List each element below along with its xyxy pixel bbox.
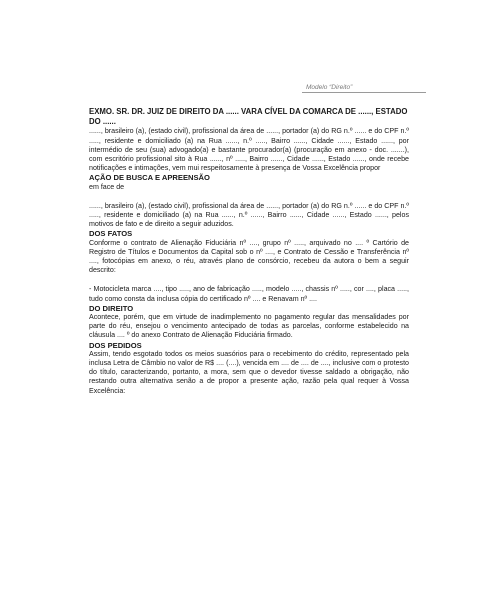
plaintiff-qualification: ......, brasileiro (a), (estado civil), profissional da área de ......, portador (a) do RG n.º ...... e do CPF n.º ....., residente e domiciliado (a) na Rua ......, n.º ....., Bairro ......, Cidade ......, Estado ......, por intermédio de seu (sua) advogado(a) e bastante procurador(a) (procuração em anexo - doc. .......), com escritório profissional sito à Rua ......, nº ....., Bairro ......, Cidade ......, Estado ......, onde recebe notificações e intimações, vem mui respeitosamente à presença de Vossa Excelência propor: [89, 127, 409, 173]
action-title: AÇÃO DE BUSCA E APREENSÃO: [89, 173, 210, 183]
facts-paragraph: Conforme o contrato de Alienação Fiduciária nº ...., grupo nº ....., arquivado no .... º Cartório de Registro de Títulos e Documentos da Capital sob o nº ...., e Contrato de Cessão e Transferência nº ...., fotocópias em anexo, o réu, através plano de consórcio, recebeu da autora o bem a seguir descrito:: [89, 238, 409, 275]
header-tag: Modelo “Direito”: [302, 84, 426, 93]
law-heading: DO DIREITO: [89, 303, 134, 313]
defendant-qualification: ......, brasileiro (a), (estado civil), profissional da área de ......, portador (a) do RG n.º ...... e do CPF n.º ....., residente e domiciliado (a) na Rua ......, n.º ......, Bairro ......, Cidade ......, Estado ......, pelos motivos de fato e de direito a seguir aduzidos.: [89, 201, 409, 229]
document-body: [89, 107, 409, 396]
in-face-of-text: em face de: [89, 182, 125, 191]
facts-heading: DOS FATOS: [89, 229, 133, 239]
requests-paragraph: Assim, tendo esgotado todos os meios suasórios para o recebimento do crédito, representado pela inclusa Letra de Câmbio no valor de R$ .... (....), vencida em .... de .... de ...., inclusive com o protesto do título, caracterizando, portanto, a mora, sem que o devedor tivesse saldado a obrigação, não restando outra alternativa senão a de propor a presente ação, razão pela qual requer à Vossa Excelência:: [89, 349, 409, 395]
court-address: EXMO. SR. DR. JUIZ DE DIREITO DA ...... VARA CÍVEL DA COMARCA DE ......, ESTADO DO ......: [89, 107, 408, 127]
law-paragraph: Acontece, porém, que em virtude de inadimplemento no pagamento regular das mensalidades por parte do réu, ensejou o vencimento antecipado de todas as parcelas, conforme estabelecido na cláusula .... º do anexo Contrato de Alienação Fiduciária firmado.: [89, 313, 409, 340]
requests-heading: DOS PEDIDOS: [89, 340, 142, 350]
vehicle-paragraph: - Motocicleta marca ...., tipo ....., ano de fabricação ....., modelo ....., chassis nº ....., cor ...., placa ....., tudo como consta da inclusa cópia do certificado nº .... e Renavam nº ....: [89, 285, 409, 303]
